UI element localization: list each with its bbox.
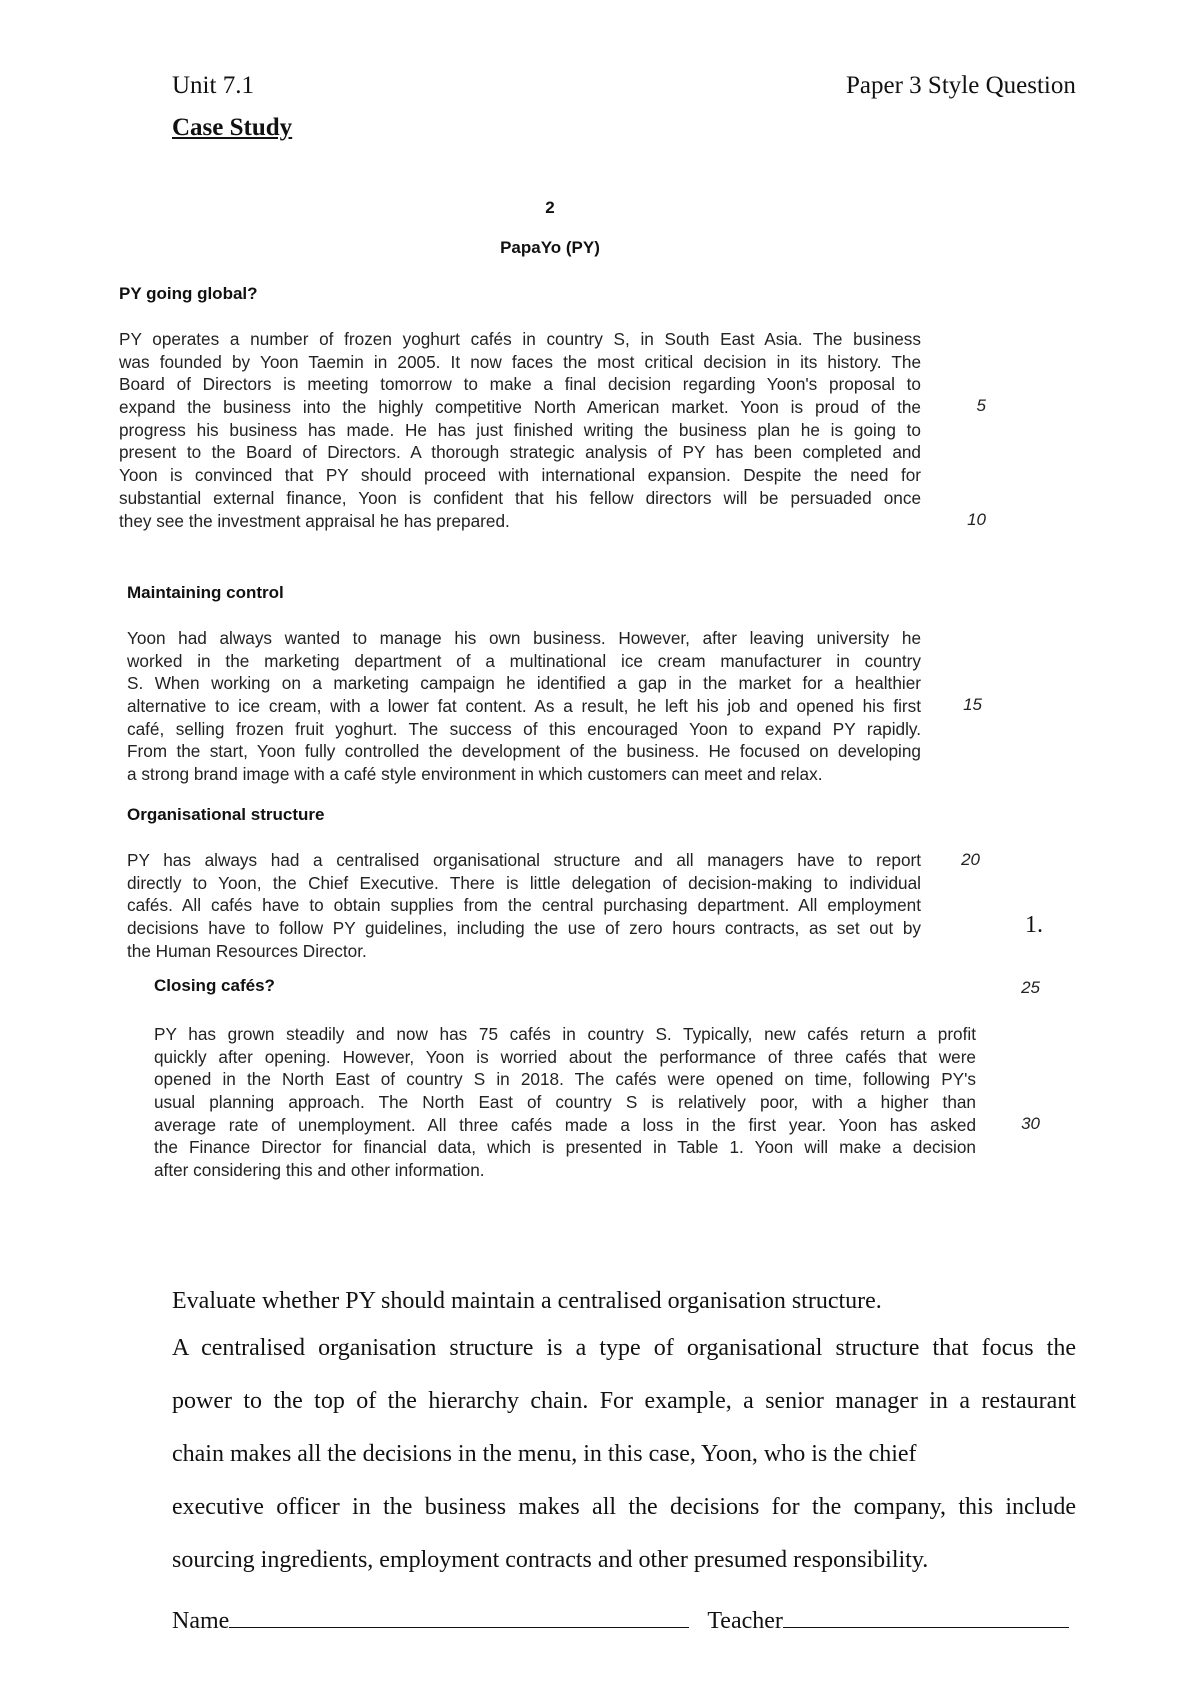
line-number: 30 bbox=[1021, 1114, 1040, 1133]
text-line: cafés. All cafés have to obtain supplies from the central purchasing department. All employment bbox=[127, 895, 921, 916]
text-line: alternative to ice cream, with a lower fat content. As a result, he left his job and opened his first bbox=[127, 696, 921, 717]
section-heading: Closing cafés? bbox=[154, 976, 275, 995]
signature-row bbox=[172, 1605, 1069, 1635]
text-line: Yoon is convinced that PY should proceed with international expansion. Despite the need for bbox=[119, 465, 921, 486]
text-line: present to the Board of Directors. A thorough strategic analysis of PY has been completed and bbox=[119, 442, 921, 463]
answer-line: A centralised organisation structure is a type of organisational structure that focus the bbox=[172, 1335, 1076, 1361]
question-number: 1. bbox=[1025, 912, 1043, 938]
line-number: 20 bbox=[961, 850, 980, 869]
paper-label: Paper 3 Style Question bbox=[846, 72, 1076, 99]
section-paragraph bbox=[127, 849, 921, 962]
text-line: PY operates a number of frozen yoghurt cafés in country S, in South East Asia. The business bbox=[119, 329, 921, 349]
text-line: Board of Directors is meeting tomorrow to make a final decision regarding Yoon's proposal to bbox=[119, 374, 921, 395]
text-line: café, selling frozen fruit yoghurt. The success of this encouraged Yoon to expand PY rapidly. bbox=[127, 718, 921, 739]
section-heading: Organisational structure bbox=[127, 805, 325, 824]
teacher-field[interactable] bbox=[783, 1605, 1069, 1628]
teacher-label: Teacher bbox=[707, 1608, 783, 1634]
answer-line: sourcing ingredients, employment contracts and other presumed responsibility. bbox=[172, 1547, 929, 1573]
line-number: 10 bbox=[967, 510, 986, 529]
text-line: expand the business into the highly competitive North American market. Yoon is proud of the bbox=[119, 397, 921, 418]
unit-label: Unit 7.1 bbox=[172, 72, 254, 99]
question-text: Evaluate whether PY should maintain a centralised organisation structure. bbox=[172, 1288, 882, 1314]
text-line: average rate of unemployment. All three cafés made a loss in the first year. Yoon has asked bbox=[154, 1114, 976, 1135]
section-paragraph bbox=[154, 1023, 976, 1182]
section-heading: Maintaining control bbox=[127, 583, 284, 602]
text-line: S. When working on a marketing campaign he identified a gap in the market for a healthier bbox=[127, 673, 921, 694]
text-line: PY has grown steadily and now has 75 cafés in country S. Typically, new cafés return a profit bbox=[154, 1024, 976, 1044]
text-line: substantial external finance, Yoon is confident that his fellow directors will be persuaded once bbox=[119, 487, 921, 508]
text-line: directly to Yoon, the Chief Executive. There is little delegation of decision-making to individual bbox=[127, 872, 921, 893]
section-paragraph bbox=[119, 328, 921, 532]
line-number: 25 bbox=[1021, 978, 1040, 997]
answer-text bbox=[172, 1322, 1076, 1587]
text-line: the Human Resources Director. bbox=[127, 940, 367, 961]
answer-line: executive officer in the business makes all the decisions for the company, this include bbox=[172, 1494, 1076, 1520]
line-number: 15 bbox=[963, 695, 982, 714]
line-number: 5 bbox=[976, 396, 986, 415]
answer-line: chain makes all the decisions in the menu, in this case, Yoon, who is the chief bbox=[172, 1441, 917, 1467]
page-number: 2 bbox=[545, 198, 555, 217]
text-line: decisions have to follow PY guidelines, including the use of zero hours contracts, as set out by bbox=[127, 918, 921, 939]
text-line: From the start, Yoon fully controlled the development of the business. He focused on developing bbox=[127, 741, 921, 762]
section-heading: PY going global? bbox=[119, 284, 258, 303]
text-line: Yoon had always wanted to manage his own business. However, after leaving university he bbox=[127, 628, 921, 648]
text-line: worked in the marketing department of a multinational ice cream manufacturer in country bbox=[127, 650, 921, 671]
text-line: PY has always had a centralised organisational structure and all managers have to report bbox=[127, 850, 921, 870]
name-field[interactable] bbox=[229, 1605, 689, 1628]
text-line: was founded by Yoon Taemin in 2005. It now faces the most critical decision in its history. The bbox=[119, 351, 921, 372]
text-line: a strong brand image with a café style environment in which customers can meet and relax. bbox=[127, 764, 823, 785]
answer-line: power to the top of the hierarchy chain. For example, a senior manager in a restaurant bbox=[172, 1388, 1076, 1414]
text-line: after considering this and other information. bbox=[154, 1160, 485, 1181]
name-label: Name bbox=[172, 1608, 230, 1634]
text-line: quickly after opening. However, Yoon is worried about the performance of three cafés that were bbox=[154, 1046, 976, 1067]
text-line: the Finance Director for financial data, which is presented in Table 1. Yoon will make a decision bbox=[154, 1137, 976, 1158]
document-title: PapaYo (PY) bbox=[500, 238, 600, 257]
case-study-title: Case Study bbox=[172, 114, 293, 141]
text-line: progress his business has made. He has just finished writing the business plan he is going to bbox=[119, 419, 921, 440]
text-line: opened in the North East of country S in 2018. The cafés were opened on time, following PY's bbox=[154, 1069, 976, 1090]
text-line: they see the investment appraisal he has prepared. bbox=[119, 510, 510, 531]
text-line: usual planning approach. The North East of country S is relatively poor, with a higher than bbox=[154, 1092, 976, 1113]
section-paragraph bbox=[127, 627, 921, 786]
